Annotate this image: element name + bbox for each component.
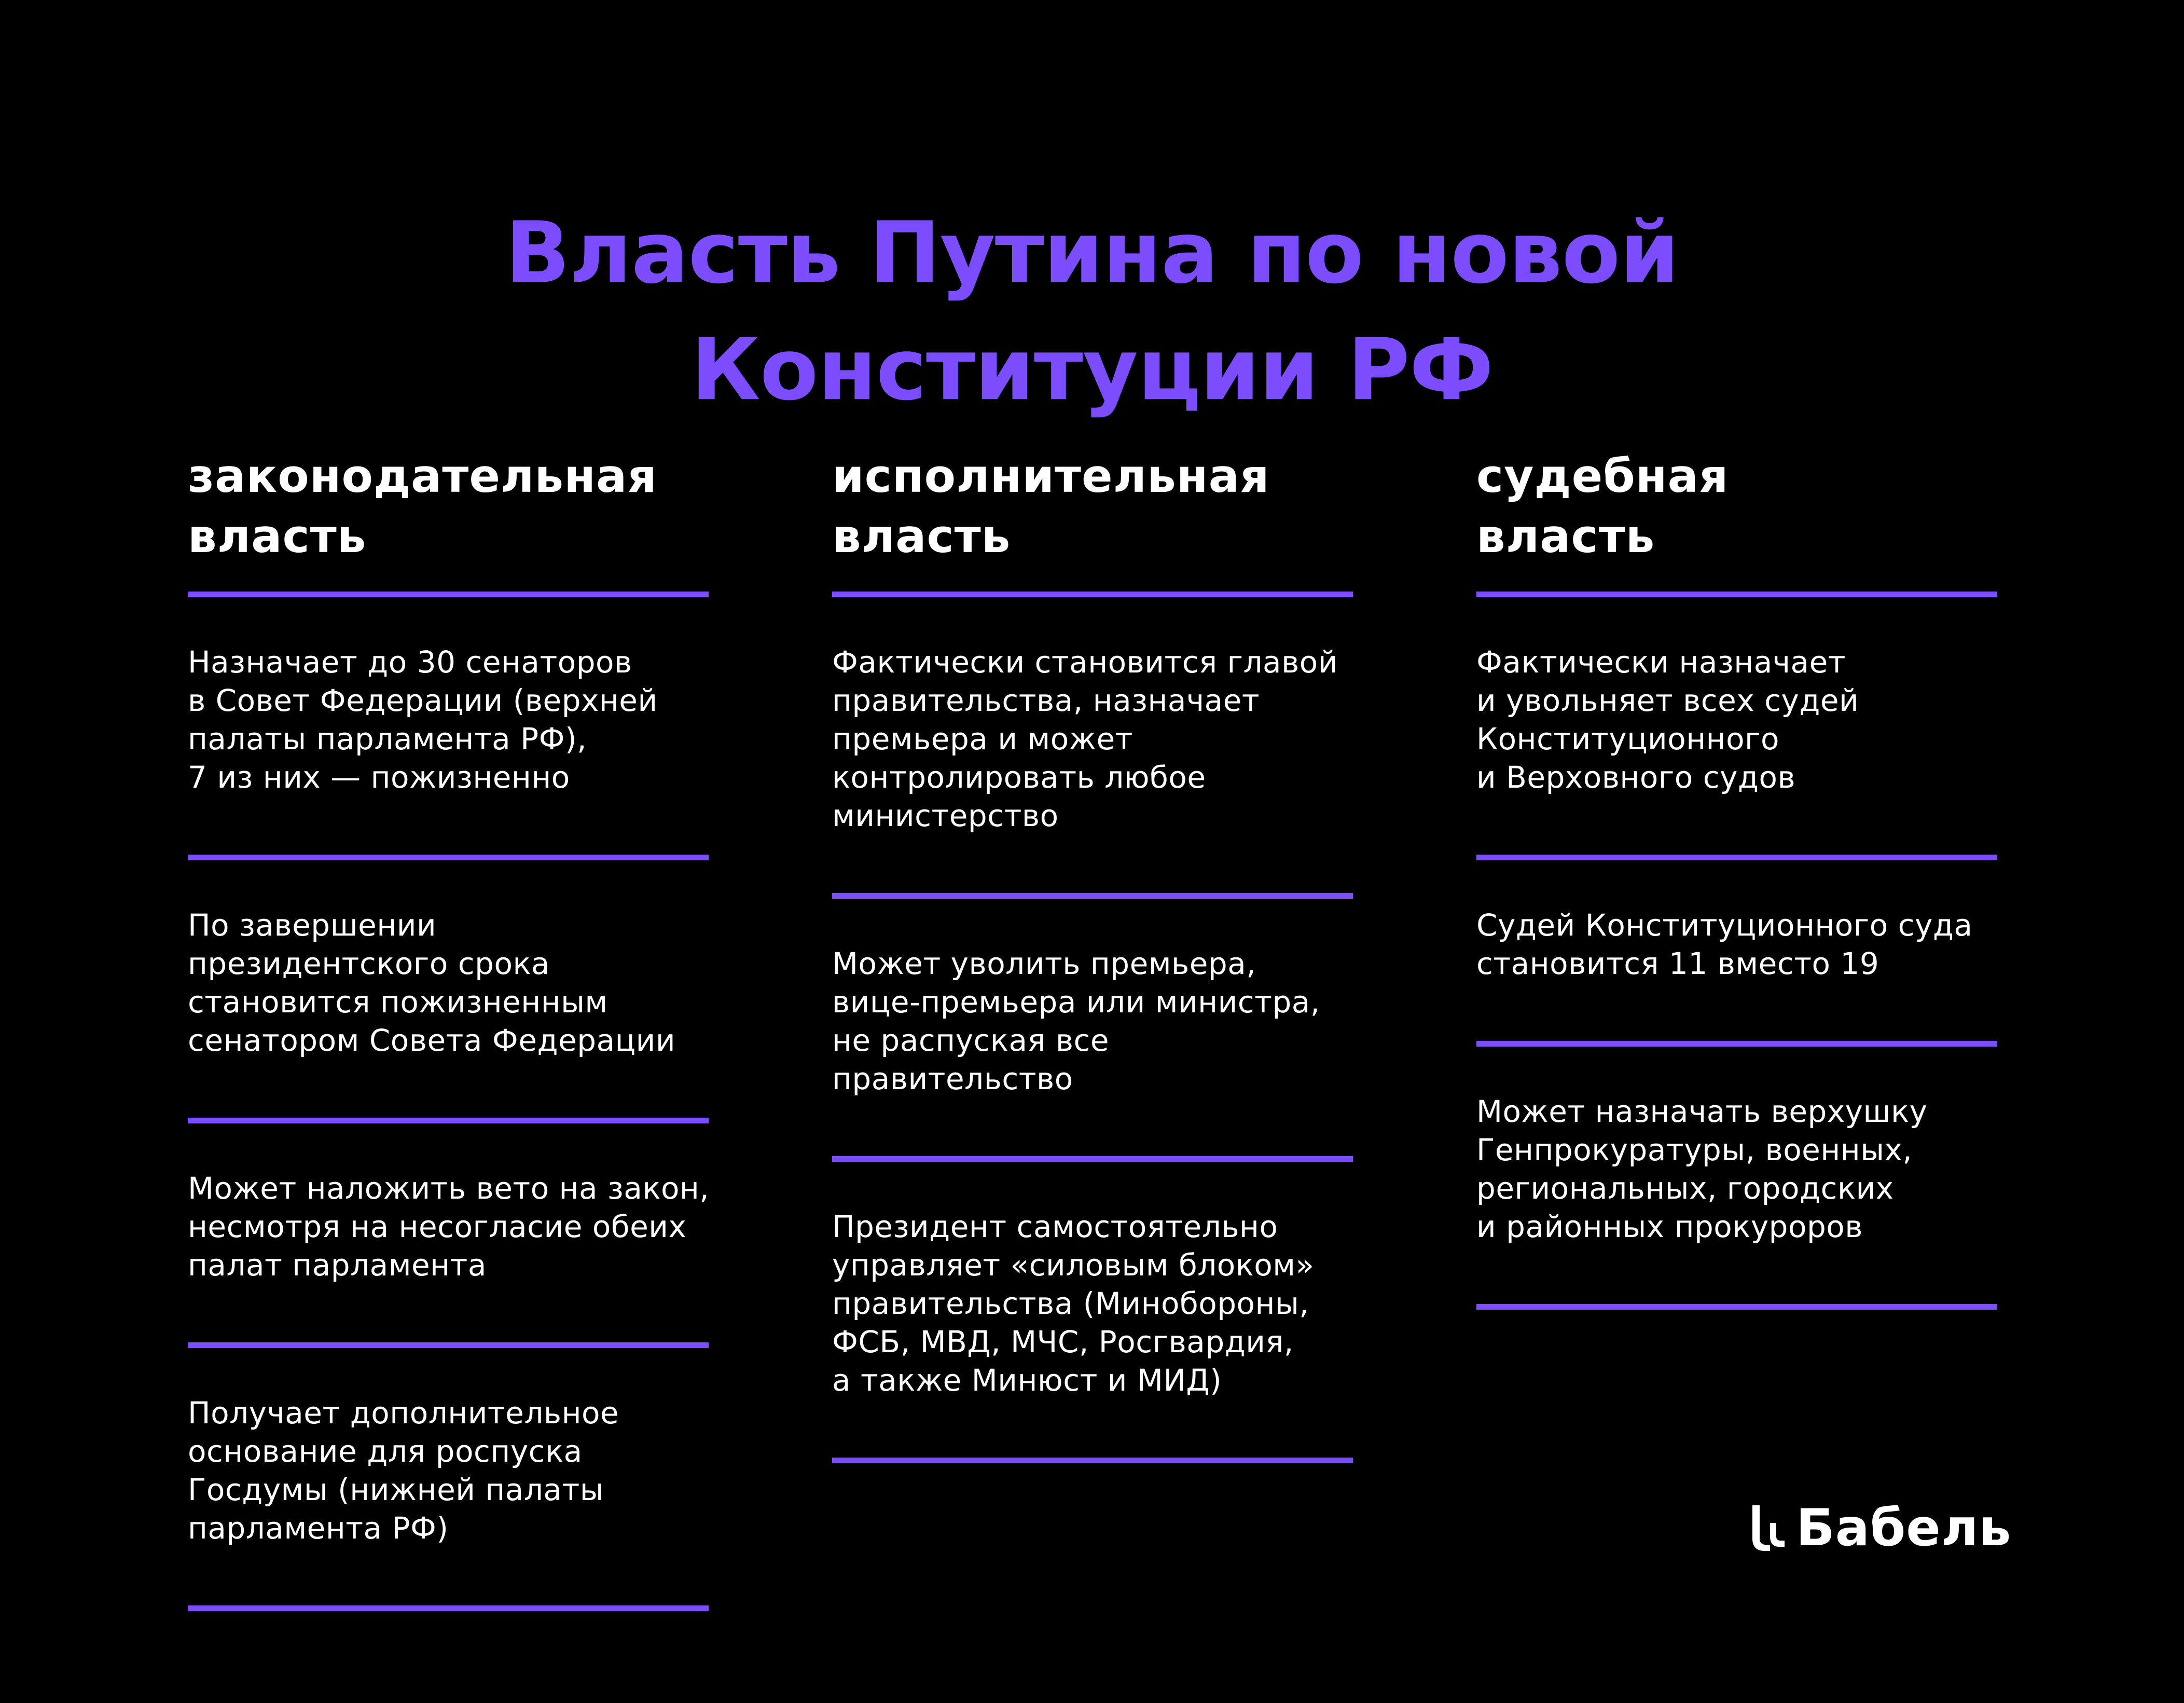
title-line-1: Власть Путина по новой <box>505 203 1679 303</box>
divider <box>832 1156 1353 1162</box>
column-executive <box>832 446 1356 1463</box>
column-heading-line-1: законодательная <box>188 449 657 503</box>
power-item: Президент самостоятельно управляет «силовым блоком» правительства (Минобороны, ФСБ, МВД, МЧС, Росгвардия, а также Минюст и МИД) <box>832 1209 1315 1398</box>
column-heading-line-2: власть <box>1476 510 1655 563</box>
column-heading <box>188 446 712 592</box>
divider <box>188 1605 709 1611</box>
power-item: Назначает до 30 сенаторов в Совет Федерации (верхней палаты парламента РФ), 7 из них — пожизненно <box>188 644 658 795</box>
divider <box>1476 855 1997 860</box>
column-heading-line-1: судебная <box>1476 449 1729 503</box>
power-item: По завершении президентского срока становится пожизненным сенатором Совета Федерации <box>188 908 676 1058</box>
column-judicial <box>1476 446 2000 1310</box>
divider <box>188 855 709 860</box>
column-heading-line-2: власть <box>832 510 1011 563</box>
divider <box>1476 1041 1997 1047</box>
column-heading <box>832 446 1356 592</box>
title-line-2: Конституции РФ <box>690 320 1494 419</box>
power-item: Судей Конституционного суда становится 11 вместо 19 <box>1476 908 1973 981</box>
power-item: Может наложить вето на закон, несмотря на несогласие обеих палат парламента <box>188 1171 710 1283</box>
divider <box>188 592 709 597</box>
divider <box>832 1458 1353 1463</box>
column-heading-line-1: исполнительная <box>832 449 1270 503</box>
divider <box>188 1118 709 1123</box>
divider <box>832 893 1353 899</box>
divider <box>188 1342 709 1348</box>
babel-logo <box>1747 1500 2011 1557</box>
babel-logo-icon <box>1747 1502 1789 1554</box>
column-legislative <box>188 446 712 1611</box>
power-item: Фактически становится главой правительства, назначает премьера и может контролировать любое министерство <box>832 644 1338 833</box>
column-heading-line-2: власть <box>188 510 367 563</box>
power-item: Фактически назначает и увольняет всех судей Конституционного и Верховного судов <box>1476 644 1859 795</box>
power-item: Может уволить премьера, вице-премьера или министра, не распуская все правительство <box>832 946 1320 1096</box>
divider <box>1476 592 1997 597</box>
page-title <box>0 195 2184 428</box>
power-item: Получает дополнительное основание для роспуска Госдумы (нижней палаты парламента РФ) <box>188 1395 619 1546</box>
divider <box>832 592 1353 597</box>
column-heading <box>1476 446 2000 592</box>
logo-text: Бабель <box>1796 1499 2012 1558</box>
power-item: Может назначать верхушку Генпрокуратуры, военных, региональных, городских и районных прокуроров <box>1476 1094 1928 1244</box>
divider <box>1476 1304 1997 1310</box>
